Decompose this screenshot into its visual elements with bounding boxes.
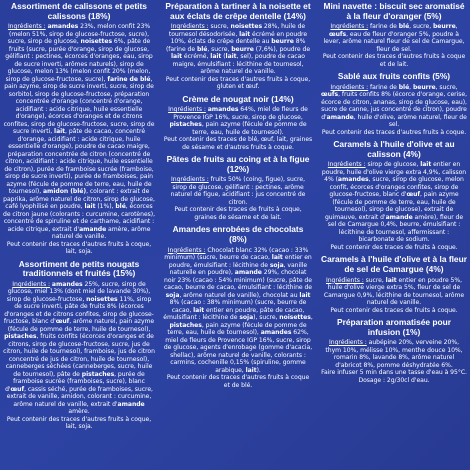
ingredient-text: 8% (farine de xyxy=(165,38,306,53)
ingredient-text: , sucre, xyxy=(435,83,458,91)
allergen-term: soja xyxy=(269,261,284,269)
ingredients-label: Ingrédients : xyxy=(170,23,209,31)
allergen-note: Peut contenir des traces d'autres fruits à coque et de lait. xyxy=(322,53,466,68)
ingredient-text: ( xyxy=(221,53,226,61)
allergen-term: noisettes xyxy=(279,314,311,322)
ingredient-text: 62%, miel de fleurs de Provence IGP 16%, sucre, sirop de glucose, agents d'enrobage (gomme d'acacia, shellac), arôme naturel de vanille, colorants : carmins, cochenille 0,15% (spiruline, gomme arabique, xyxy=(163,329,313,374)
allergen-note: Peut contenir des traces de fruits à coque. xyxy=(330,306,458,314)
ingredient-text: , arôme naturel, pain azyme (fécule de pomme de terre, huile de tournesol), xyxy=(7,318,155,333)
ingredient-text: , sucre, sirop de glucose, melon confit, écorces d'oranges confites, sirop de glucose-fructose, blanc d' xyxy=(329,176,464,199)
ingredients-label: Ingrédients : xyxy=(171,176,209,184)
ingredient-text: sirop de glucose, xyxy=(365,161,421,169)
allergen-term: amandes xyxy=(51,280,83,288)
ingredient-text: , sel), poudre de cacao maigre, émulsifiant : lécithine de tournesol, arôme naturel de vanille. xyxy=(172,53,305,76)
section-title: Préparation aromatisée pour infusion (1%) xyxy=(336,317,452,337)
allergen-term: lait xyxy=(225,53,237,61)
allergen-note: Peut contenir des traces d'autres fruits à coque, lait, soja. xyxy=(6,415,152,431)
ingredient-text: 25%, sucre, sirop de glucose, miel 13% (dont miel de lavande 30%), sirop de glucose-fructose, xyxy=(6,280,151,303)
ingredient-text: , arôme naturel de vanille), chocolat au xyxy=(179,291,300,299)
allergen-term: amandes xyxy=(207,106,239,114)
ingredient-text: , cassis séché, purée de framboises, sucre, extrait de vanille, amidon, colorant : curcumine, arôme naturel de vanille, extrait d' xyxy=(6,385,153,408)
ingredient-text: 6%, pâte de fruits (sucre, purée d'orange, sirop de glucose, gélifiant : pectines, écorces d'oranges, eau, sirop de sucre inverti, arômes naturels), sirop de glucose, melon 13% (melon confit 20% (melon, sirop de glucose-fructose, sucre), xyxy=(5,38,153,83)
allergen-term: lait xyxy=(84,203,96,211)
allergen-term: beurre xyxy=(271,38,294,46)
ingredient-text: , sucre, xyxy=(409,23,433,31)
allergen-term: soja xyxy=(165,291,180,299)
allergen-note: Peut contenir des traces de fruits à coque. xyxy=(330,243,458,251)
allergen-term: blé xyxy=(115,203,126,211)
ingredient-text: amère. xyxy=(68,408,90,416)
section-title: Crème de nougat noir (14%) xyxy=(182,93,294,104)
section-ingredients xyxy=(163,106,313,151)
ingredient-text: , huile d'olive, arôme naturel, fleur de sel. xyxy=(353,113,467,129)
section-title: Caramels à l'huile d'olive et à la fleur de sel de Camargue (4%) xyxy=(321,254,467,275)
allergen-term: beurre xyxy=(412,83,436,91)
ingredient-text: Chocolat blanc 32% (cacao : 33% minimum) (sucre, beurre de cacao, xyxy=(164,246,309,262)
allergen-note: Faire infuser 5 min dans une tasse d'eau à 95°C. Dosage : 2g/30cl d'eau. xyxy=(321,369,467,384)
column-right xyxy=(318,0,470,470)
ingredient-text: 64%, miel de fleurs de Provence IGP 16%, sucre, sirop de glucose, xyxy=(173,106,308,121)
allergen-term: lait xyxy=(171,53,183,61)
section-title: Sablé aux fruits confits (5%) xyxy=(337,71,451,82)
section-ingredients xyxy=(321,339,467,384)
ingredient-text: , pain azyme, sirop de sucre inverti, sucre, sirop de sorbitol, sirop de glucose-fructose, préparation concentrée d'orange (concentré d'orange, acidifiant : acide citrique, huile essentielle d'orange), écorces d'oranges et de citrons confites, sirop de glucose-fructose, sucre, sirop de sucre inverti, xyxy=(3,75,155,136)
section-caramels-fleur-de-sel xyxy=(321,255,467,314)
section-title: Mini navette : biscuit sec aromatisé à la fleur d'oranger (5%) xyxy=(323,1,465,21)
section-ingredients xyxy=(163,23,313,91)
ingredient-text: écrémé en poudre 10%, éclats de crêpe dentelle au xyxy=(170,30,308,46)
allergen-term: blé xyxy=(196,45,208,53)
allergen-term: amande xyxy=(326,113,354,121)
ingredient-text: amère, arôme naturel de vanille. xyxy=(51,225,151,241)
allergen-term: œuf xyxy=(406,191,420,199)
allergen-term: œufs xyxy=(321,91,339,99)
ingredient-text: , xyxy=(310,314,313,322)
ingredient-text: fruits 50% (coing, figue), sucre, sirop de glucose, gélifiant : pectines, arôme naturel de figue, acidifiant : jus concentré de citron. xyxy=(170,176,306,206)
ingredient-text: sucre, xyxy=(208,23,231,31)
allergen-term: lait xyxy=(420,161,432,169)
ingredient-text: ). xyxy=(256,366,261,374)
section-ingredients xyxy=(163,176,313,221)
ingredient-text: , fruits confits 8% (écorce d'orange, cerise, écorce de citron, ananas, sirop de glucose, eau), sucre de canne, jus concentré de citron), poudre d' xyxy=(321,91,467,121)
section-calissons xyxy=(3,2,155,256)
allergen-term: lait xyxy=(54,128,66,136)
ingredients-label: Ingrédients : xyxy=(12,280,51,288)
ingredients-label: Ingrédients : xyxy=(7,23,46,31)
section-ingredients xyxy=(321,84,467,137)
allergen-term: pistaches xyxy=(81,370,115,378)
section-ingredients xyxy=(321,161,467,251)
section-petits-nougats xyxy=(3,260,155,431)
section-title: Assortiment de petits nougats traditionnels et fruités (15%) xyxy=(18,258,140,279)
allergen-note: Peut contenir des traces d'autres fruits à coque, gluten et œuf. xyxy=(165,75,311,91)
allergen-note: Peut contenir des traces d'autres fruits à coque. xyxy=(321,128,467,136)
ingredients-label: Ingrédients : xyxy=(168,106,206,114)
section-ingredients xyxy=(321,277,467,315)
allergen-term: lait xyxy=(239,30,251,38)
ingredients-label: Ingrédients : xyxy=(330,83,369,91)
allergen-term: pistaches xyxy=(169,321,202,329)
section-title: Pâtes de fruits au coing et à la figue (12%) xyxy=(166,154,310,174)
allergen-term: lait xyxy=(193,306,205,314)
allergen-term: lait xyxy=(271,254,283,262)
allergen-note: Peut contenir des traces de blé, œuf, lait, graines de sésame et d'autres fruits à coque. xyxy=(163,136,313,151)
ingredient-text: entier en poudre, pâte de cacao, émulsifiant : lécithine de xyxy=(163,306,305,322)
ingredient-text: , xyxy=(455,23,458,31)
section-ingredients xyxy=(321,23,467,68)
allergen-term: pistaches xyxy=(4,333,37,341)
allergen-term: amande xyxy=(234,269,262,277)
allergen-term: soja xyxy=(239,314,254,322)
ingredient-text: , eau de fleur d'oranger 5%, poudre à lever, arôme naturel fleur de sel de Camargue, fleur de sel. xyxy=(323,30,465,53)
allergen-term: amande xyxy=(385,213,413,221)
section-creme-nougat-noir xyxy=(163,95,313,152)
allergen-term: noisettes xyxy=(230,23,263,31)
column-left xyxy=(0,0,158,470)
ingredient-text: farine de xyxy=(368,23,399,31)
ingredient-text: amère), fleur de sel de Camargue 0,4%, beurre, émulsifiant : lécithine de tournesol, affermissant : bicarbonate de sodium. xyxy=(327,213,464,244)
section-title: Préparation à tartiner à la noisette et aux éclats de crêpe dentelle (14%) xyxy=(165,1,311,21)
allergen-term: farine de blé xyxy=(107,75,151,83)
allergen-term: œuf xyxy=(55,318,70,326)
ingredients-label: Ingrédients : xyxy=(167,246,206,254)
ingredient-text: farine de xyxy=(368,83,399,91)
allergen-term: lait xyxy=(245,366,257,374)
ingredient-text: 11%, sirop de sucre inverti, pâte de fruits 8% (écorces d'oranges et de citrons confites, sirop de glucose-fructose, blanc d' xyxy=(3,295,154,326)
section-ingredients xyxy=(3,281,155,431)
section-title: Caramels à l'huile d'olive et au calisson (4%) xyxy=(333,139,455,159)
allergen-term: blé xyxy=(398,83,410,91)
section-ingredients xyxy=(163,247,313,390)
ingredient-text: (1%), xyxy=(95,203,116,211)
ingredient-text: , pâte de cacao, concentré d'orange, acidifiant : acide citrique, huile essentielle d'orange), poudre de cacao maigre, préparation concentrée de citron (concentré de citron, acidifiant : acide citrique, huile essentielle de citron), purée de framboise sucrée (framboise, sirop de sucre inverti), purée de framboises, pain azyme (fécule de pomme de terre, eau, huile de tournesol), xyxy=(4,128,154,196)
allergen-term: amande xyxy=(79,225,107,233)
ingredient-text: entier en poudre, émulsifiant : lécithine de xyxy=(168,254,312,269)
ingredient-text: , colorant : extrait de paprika, arôme naturel de citron, sirop de glucose, café lyophilisé en poudre, xyxy=(3,188,155,211)
ingredient-text: , fruits confits (écorces d'oranges et de citrons, sirop de glucose-fructose, sucre, jus de citron, huile de tournesol), framboise, jus de citron concentré de jus de citron, huile de tournesol), canneberges séchées (canneberges, sucre, huile de tournesol), pâte de xyxy=(3,333,155,378)
section-ingredients xyxy=(3,23,155,256)
ingredient-text: écrémé, xyxy=(182,53,211,61)
section-title: Assortiment de calissons et petits calissons (18%) xyxy=(11,1,147,21)
ingredients-label: Ingrédients : xyxy=(330,23,369,31)
ingredient-text: sucre, xyxy=(363,276,386,284)
allergen-term: noisettes xyxy=(86,295,118,303)
allergen-term: œufs xyxy=(329,30,347,38)
section-title: Amandes enrobées de chocolats (8%) xyxy=(172,224,304,245)
ingredient-text: 23%, melon confit 23% (melon 51%, sirop de glucose-fructose, sucre), sucre, sirop de glucose, xyxy=(7,23,151,46)
ingredients-label: Ingrédients : xyxy=(327,161,366,169)
allergen-note: Peut contenir des traces de fruits à coque, graines de sésame et de lait. xyxy=(174,206,302,221)
section-sable-fruits-confits xyxy=(321,72,467,136)
section-mini-navette xyxy=(321,2,467,68)
section-infusion xyxy=(321,318,467,384)
allergen-term: lait xyxy=(385,276,397,284)
allergen-note: Peut contenir des traces d'autres fruits à coque, lait, soja. xyxy=(6,240,152,256)
ingredient-text: , vanille naturelle en poudre), xyxy=(169,261,308,277)
ingredient-text: , sucre, xyxy=(207,45,232,53)
ingredients-label: Ingrédients : xyxy=(326,276,364,284)
section-amandes-enrobees xyxy=(163,225,313,389)
ingredient-text: , xyxy=(409,83,413,91)
ingredient-text: , purée de framboise sucrée (framboises, sucre), blanc d' xyxy=(5,370,145,393)
allergen-term: lait xyxy=(299,291,311,299)
ingredient-text: (7,6%), poudre de xyxy=(253,45,311,53)
allergen-term: amandes xyxy=(47,23,79,31)
ingredient-text: ), sucre, xyxy=(253,314,280,322)
allergen-term: amandes xyxy=(337,176,369,184)
allergen-term: amidon (blé) xyxy=(42,188,87,196)
section-pates-de-fruits xyxy=(163,155,313,221)
allergen-note: Peut contenir des traces d'autres fruits à coque et de blé. xyxy=(166,374,310,389)
ingredient-text: , pain azyme (fécule de pomme de terre, eau, huile de tournesol), xyxy=(167,321,307,337)
ingredient-text: 8% (cacao : 38% minimum) (sucre, beurre de cacao, xyxy=(169,299,307,314)
ingredient-text: entier en poudre 5%, huile d'olive vierge extra 5%, fleur de sel de Camargue 0,9%, lécithine de tournesol, arôme naturel de vanille. xyxy=(323,276,465,307)
ingredient-text: , écorces de citron jaune (colorants : curcumine, carotènes), concentré de spiruline et de carthame, acidifiant : acide citrique, extrait d' xyxy=(3,203,155,233)
allergen-term: œuf xyxy=(10,385,25,393)
ingredients-label: Ingrédients : xyxy=(329,339,367,347)
section-tartiner-noisette xyxy=(163,2,313,91)
ingredient-text: , pain azyme (fécule de pomme de terre, eau, huile de tournesol). xyxy=(192,121,307,136)
ingredient-text: , pain azyme (fécule de pomme de terre, eau, huile de tournesol), sirop de glucose), extrait de guimauve, extrait d' xyxy=(324,191,459,221)
allergen-term: amandes xyxy=(260,329,292,337)
allergen-term: blé xyxy=(398,23,410,31)
allergen-term: amande xyxy=(117,400,145,408)
allergen-term: noisettes xyxy=(80,38,113,46)
allergen-term: beurre xyxy=(432,23,456,31)
ingredient-text: aubépine 20%, verveine 20%, thym 10%, mélisse 10%, menthe douce 10%, romarin 8%, lavande 8%, arôme naturel d'abricot 8%, pomme déshydratée 6%. xyxy=(325,339,463,369)
ingredient-text: entier en poudre, huile d'olive vierge extra 4,9%, calisson 4% ( xyxy=(321,161,467,184)
section-caramels-calisson xyxy=(321,140,467,251)
allergen-term: pistaches xyxy=(169,121,202,129)
allergen-term: beurre xyxy=(231,45,254,53)
ingredient-text: 29%, chocolat noir 23% (cacao : 54% minimum) (sucre, pâte de cacao, beurre de cacao, émulsifiant : lécithine de xyxy=(164,269,312,292)
column-middle xyxy=(160,0,316,470)
allergen-term: lait xyxy=(210,53,222,61)
ingredient-text: 28%, huile de tournesol désodorisée, xyxy=(168,23,306,38)
